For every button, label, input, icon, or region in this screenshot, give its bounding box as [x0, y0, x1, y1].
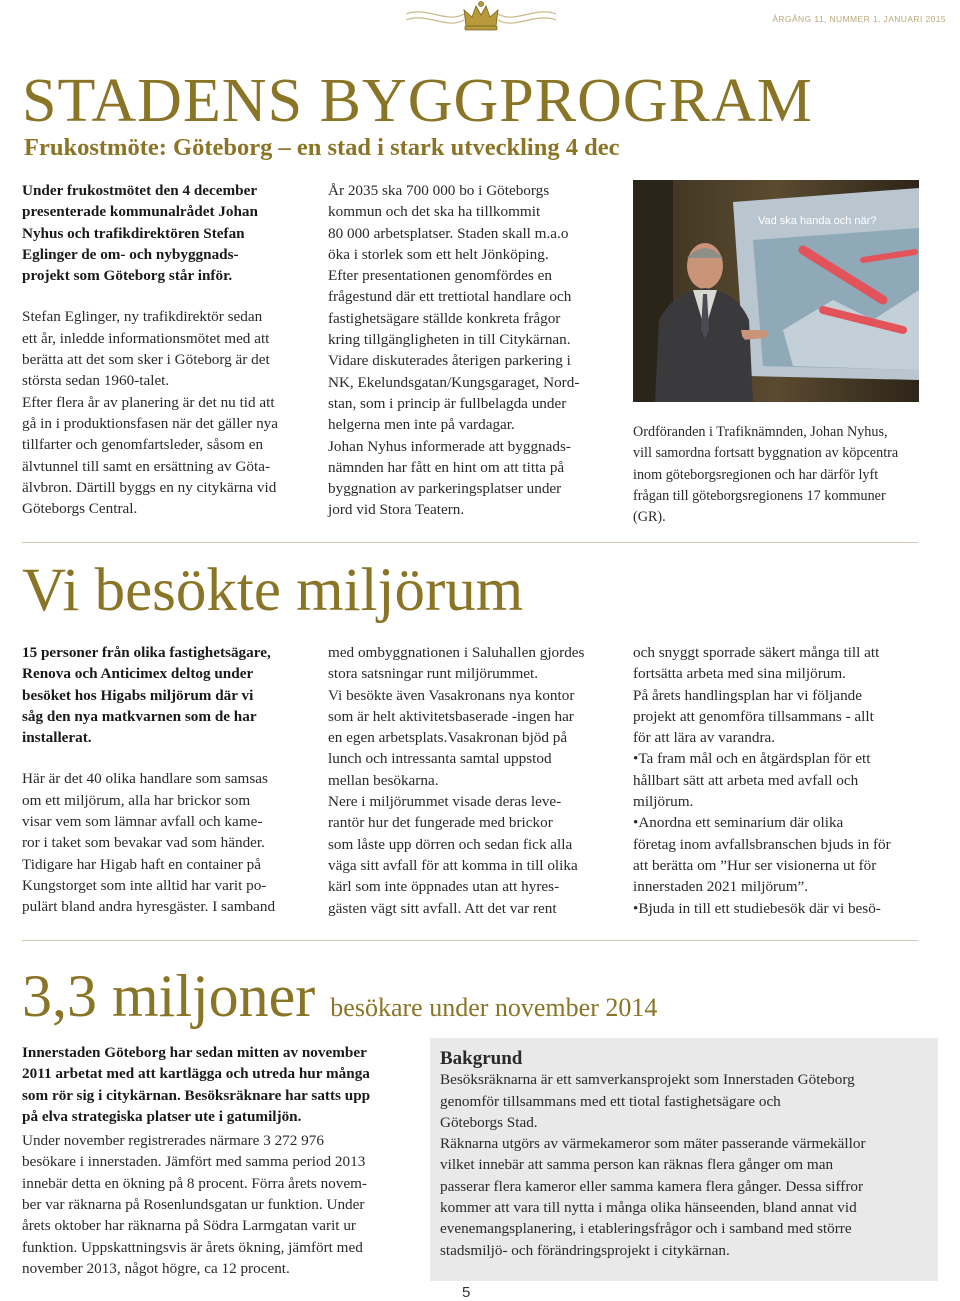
- article1-column-2: [328, 180, 624, 521]
- text-line: (GR).: [633, 509, 666, 526]
- text-line: Efter flera år av planering är det nu tid att: [22, 393, 275, 411]
- title-figure: 3,3 miljoner: [22, 963, 316, 1029]
- text-line: projekt som Göteborg står inför.: [22, 267, 233, 285]
- text-line: älvbron. Därtill byggs en ny citykärna vid: [22, 478, 277, 496]
- text-line: Göteborgs Stad.: [440, 1113, 538, 1131]
- text-line: Kungstorget som inte alltid har varit po-: [22, 876, 267, 894]
- box-title: Bakgrund: [440, 1048, 523, 1069]
- text-line: inom göteborgsregionen och har därför lyft: [633, 466, 879, 483]
- article1-lead: [22, 180, 322, 286]
- text-line: en egen arbetsplats.Vasakronan bjöd på: [328, 729, 568, 747]
- text-line: •Anordna ett seminarium där olika: [633, 814, 844, 832]
- text-line: Ordföranden i Trafiknämnden, Johan Nyhus,: [633, 424, 888, 440]
- text-line: berätta att det som sker i Göteborg är det: [22, 351, 270, 369]
- text-line: ber var räknarna på Rosenlundsgatan ur funktion. Under: [22, 1196, 365, 1214]
- text-line: stan, som i princip är fullbelagda under: [328, 394, 567, 412]
- text-line: Här är det 40 olika handlare som samsas: [22, 770, 268, 788]
- article-title-miljorum: Vi besökte miljörum: [22, 557, 524, 624]
- text-line: Innerstaden Göteborg har sedan mitten av november: [22, 1044, 367, 1061]
- text-line: 2011 arbetat med att kartlägga och utreda hur många: [22, 1065, 370, 1083]
- text-line: besöket hos Higabs miljörum där vi: [22, 686, 254, 704]
- text-line: Stefan Eglinger, ny trafikdirektör sedan: [22, 308, 263, 326]
- text-line: frågestund där ett trettiotal handlare och: [328, 288, 572, 306]
- text-line: och snyggt sporrade säkert många till att: [633, 644, 880, 661]
- text-line: Efter presentationen genomfördes en: [328, 267, 552, 285]
- text-line: innebär detta en ökning på 8 procent. Förra årets novem-: [22, 1174, 367, 1192]
- text-line: rantör hur det fungerade med brickor: [328, 814, 553, 832]
- text-line: frågan till göteborgsregionens 17 kommuner: [633, 487, 886, 504]
- text-line: •Bjuda in till ett studiebesök där vi besö-: [633, 899, 881, 917]
- text-line: På årets handlingsplan har vi följande: [633, 686, 863, 704]
- text-line: som rör sig i citykärnan. Besöksräknare har satts upp: [22, 1086, 371, 1104]
- text-line: kring tillgängligheten in till Citykärnan.: [328, 331, 571, 349]
- article3-body: [22, 1130, 427, 1279]
- text-line: helgerna men inte på vardagar.: [328, 416, 515, 434]
- text-line: hållbart sätt att arbeta med avfall och: [633, 771, 859, 789]
- text-line: Under november registrerades närmare 3 272 976: [22, 1132, 324, 1150]
- text-line: projekt att genomföra tillsammans - allt: [633, 707, 874, 725]
- text-line: evenemangsplanering, i etableringsfrågor och i samband med större: [440, 1220, 852, 1238]
- text-line: byggnation av parkeringsplatser under: [328, 480, 562, 498]
- section-divider: [22, 542, 918, 543]
- text-line: kärl som inte öppnades utan att hyres-: [328, 878, 560, 896]
- text-line: 15 personer från olika fastighetsägare,: [22, 644, 271, 661]
- text-line: ett år, inledde informationsmötet med att: [22, 329, 270, 347]
- text-line: nämnden har fått en hint om att titta på: [328, 458, 565, 476]
- photo-speaker-presentation: [633, 180, 919, 402]
- text-line: innerstaden 2021 miljörum”.: [633, 878, 809, 896]
- text-line: År 2035 ska 700 000 bo i Göteborgs: [328, 182, 550, 199]
- text-line: öka i storlek som ett helt Jönköping.: [328, 245, 549, 263]
- article1-paragraph-2: [22, 392, 322, 520]
- text-line: Tidigare har Higab haft en container på: [22, 855, 261, 873]
- text-line: stora satsningar runt miljörummet.: [328, 665, 539, 683]
- section-divider: [22, 940, 918, 941]
- article2-column-3: [633, 642, 938, 919]
- article-subtitle: Frukostmöte: Göteborg – en stad i stark utveckling 4 dec: [24, 134, 620, 161]
- background-info-box: [430, 1038, 938, 1281]
- slide-text: Vad ska handa och när?: [758, 215, 877, 227]
- text-line: tillfarter och genomfartsleder, såsom en: [22, 436, 264, 454]
- text-line: Vi besökte även Vasakronans nya kontor: [328, 686, 575, 704]
- text-line: som låste upp dörren och sedan fick alla: [328, 835, 573, 853]
- text-line: kommer att vara till nytta i många olika hänseenden, bland annat vid: [440, 1199, 857, 1217]
- text-line: Nyhus och trafikdirektören Stefan: [22, 224, 245, 242]
- text-line: Besöksräknarna är ett samverkansprojekt som Innerstaden Göteborg: [440, 1071, 855, 1089]
- text-line: Nere i miljörummet visade deras leve-: [328, 793, 562, 811]
- text-line: miljörum.: [633, 793, 694, 811]
- text-line: stadsmiljö- och förändringsprojekt i citykärnan.: [440, 1241, 730, 1259]
- text-line: för att lära av varandra.: [633, 729, 776, 747]
- text-line: kommun och det ska ha tillkommit: [328, 203, 541, 221]
- text-line: vilket innebär att samma person kan räknas flera gånger om man: [440, 1156, 834, 1174]
- article-title-besokare: [22, 963, 658, 1029]
- article2-column-1: [22, 642, 322, 918]
- page-number: 5: [462, 1284, 471, 1301]
- text-line: gästen vägt sitt avfall. Att det var rent: [328, 899, 557, 917]
- text-line: pulärt bland andra hyresgäster. I samband: [22, 898, 276, 916]
- text-line: besökare i innerstaden. Jämfört med samma period 2013: [22, 1153, 366, 1171]
- text-line: årets oktober har räknarna på Södra Larmgatan varit ur: [22, 1217, 356, 1235]
- text-line: Johan Nyhus informerade att byggnads-: [328, 437, 571, 455]
- text-line: Vidare diskuterades återigen parkering i: [328, 352, 571, 370]
- text-line: •Ta fram mål och en åtgärdsplan för ett: [633, 750, 871, 768]
- text-line: funktion. Uppskattningsvis är årets ökning, jämfört med: [22, 1238, 363, 1256]
- issue-line: ÅRGÅNG 11, NUMMER 1, JANUARI 2015: [772, 14, 946, 24]
- text-line: fastighetsägare ställde konkreta frågor: [328, 309, 561, 327]
- text-line: Räknarna utgörs av värmekameror som mäter passerande värmekällor: [440, 1135, 866, 1153]
- text-line: 80 000 arbetsplatser. Staden skall m.a.o: [328, 224, 569, 242]
- text-line: visar vem som lämnar avfall och kame-: [22, 813, 263, 831]
- crown-logo: [402, 0, 560, 34]
- text-line: Eglinger de om- och nybyggnads-: [22, 245, 239, 263]
- article2-lead: [22, 642, 322, 748]
- text-line: fortsätta arbeta med sina miljörum.: [633, 665, 846, 683]
- text-line: väga sitt avfall för att komma in till olika: [328, 856, 578, 874]
- text-line: Göteborgs Central.: [22, 500, 138, 518]
- article-title-byggprogram: STADENS BYGGPROGRAM: [22, 67, 813, 135]
- text-line: ror i taket som bevakar vad som händer.: [22, 834, 265, 852]
- text-line: presenterade kommunalrådet Johan: [22, 203, 258, 221]
- article2-body: [22, 768, 322, 917]
- text-line: mellan besökarna.: [328, 771, 439, 789]
- text-line: jord vid Stora Teatern.: [328, 501, 465, 519]
- text-line: passerar flera kameror eller samma kamera flera gånger. Dessa siffror: [440, 1177, 864, 1195]
- article1-column-1: [22, 180, 322, 519]
- text-line: Under frukostmötet den 4 december: [22, 182, 258, 199]
- article3-text: [22, 1042, 427, 1279]
- text-line: med ombyggnationen i Saluhallen gjordes: [328, 644, 585, 661]
- text-line: genomför tillsammans med ett tiotal fastighetsägare och: [440, 1092, 781, 1110]
- text-line: Renova och Anticimex deltog under: [22, 665, 254, 683]
- text-line: företag inom avfallsbranschen bjuds in för: [633, 835, 891, 853]
- text-line: på elva strategiska platser ute i gatumiljön.: [22, 1107, 302, 1125]
- article2-column-2: [328, 642, 628, 919]
- text-line: älvtunnel till samt en ersättning av Göta-: [22, 457, 270, 475]
- text-line: installerat.: [22, 729, 92, 747]
- text-line: om ett miljörum, alla har brickor som: [22, 791, 251, 809]
- text-line: NK, Ekelundsgatan/Kungsgaraget, Nord-: [328, 373, 580, 391]
- text-line: vill samordna fortsatt byggnation av köpcentra: [633, 445, 899, 462]
- photo-caption: [633, 422, 933, 528]
- text-line: att berätta om ”Hur ser visionerna ut för: [633, 856, 877, 874]
- text-line: gå in i produktionsfasen när det gäller nya: [22, 414, 278, 432]
- text-line: november 2013, något högre, ca 12 procent.: [22, 1259, 290, 1277]
- article3-lead: [22, 1042, 427, 1127]
- text-line: största sedan 1960-talet.: [22, 372, 170, 390]
- text-line: lunch och intressanta samtal uppstod: [328, 750, 552, 768]
- title-rest: besökare under november 2014: [330, 993, 658, 1022]
- text-line: såg den nya matkvarnen som de har: [22, 707, 257, 725]
- article1-paragraph-1: [22, 306, 322, 391]
- text-line: som är helt aktivitetsbaserade -ingen har: [328, 707, 574, 725]
